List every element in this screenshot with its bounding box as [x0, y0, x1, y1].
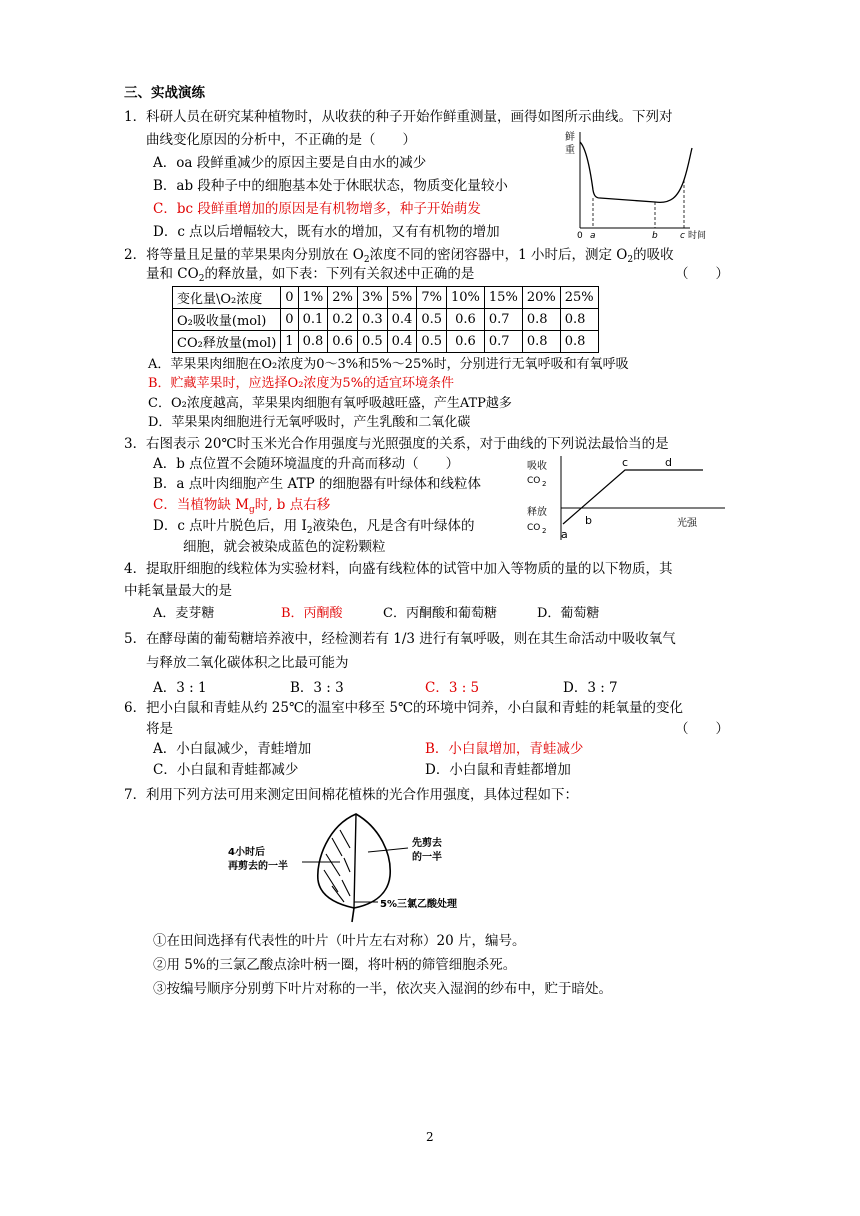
- q1-option-d: D．c 点以后增幅较大，既有水的增加，又有有机物的增加: [153, 224, 500, 240]
- table-cell: CO₂释放量(mol): [173, 331, 281, 353]
- table-cell: 0.8: [560, 309, 598, 331]
- q4-option-a: A．麦芽糖: [153, 606, 215, 621]
- q5-option-c: C．3 : 5: [425, 680, 480, 696]
- q2-stem-part1: 将等量且足量的苹果果肉分别放在 O: [146, 247, 364, 263]
- table-cell: 0.7: [484, 309, 522, 331]
- q5-number: 5．: [124, 631, 147, 647]
- q3-point-c: c: [622, 456, 629, 469]
- q3-stem: 右图表示 20℃时玉米光合作用强度与光照强度的关系，对于曲线的下列说法最恰当的是: [146, 436, 669, 452]
- table-cell: 3%: [357, 287, 387, 309]
- table-cell: 0.2: [328, 309, 358, 331]
- q3-option-d-line2: 细胞，就会被染成蓝色的淀粉颗粒: [183, 539, 386, 555]
- table-cell: 0.8: [522, 309, 560, 331]
- table-cell: 20%: [522, 287, 560, 309]
- table-cell: 变化量\O₂浓度: [173, 287, 281, 309]
- q6-option-b: B．小白鼠增加，青蛙减少: [425, 741, 584, 757]
- table-cell: 0.8: [298, 331, 328, 353]
- q3-option-c-part2: 时, b 点右移: [254, 497, 331, 513]
- sub-2: 2: [306, 526, 313, 536]
- q6-option-a: A．小白鼠减少，青蛙增加: [153, 741, 312, 757]
- table-cell: 0: [281, 309, 298, 331]
- fresh-weight-curve: [580, 142, 692, 202]
- q1-point-c: c: [680, 231, 685, 241]
- sub-2: 2: [363, 255, 370, 265]
- page-number: 2: [426, 1130, 434, 1144]
- q2-option-a: A．苹果果肉细胞在O₂浓度为0～3%和5%～25%时，分别进行无氧呼吸和有氧呼吸: [148, 357, 629, 372]
- table-row-header: [173, 287, 599, 309]
- q6-number: 6．: [124, 700, 147, 716]
- table-cell: 1%: [298, 287, 328, 309]
- q2-stem-part5: 的释放量，如下表：下列有关叙述中正确的是: [204, 266, 475, 282]
- table-cell: 0.7: [484, 331, 522, 353]
- q2-answer-paren: （ ）: [675, 266, 729, 282]
- q1-option-a: A．oa 段鲜重减少的原因主要是自由水的减少: [153, 155, 427, 171]
- table-cell: 0.5: [357, 331, 387, 353]
- q7-label-right-2: 的一半: [412, 852, 442, 863]
- q3-absorb-label: 吸收: [527, 461, 547, 472]
- q2-number: 2．: [124, 247, 147, 263]
- table-cell: 7%: [417, 287, 447, 309]
- q3-release-label: 释放: [527, 507, 547, 518]
- q2-stem-line2: [146, 265, 474, 283]
- q3-option-c-part1: C．当植物缺 M: [153, 497, 249, 513]
- q7-step-3: ③按编号顺序分别剪下叶片对称的一半，依次夹入湿润的纱布中，贮于暗处。: [153, 981, 612, 997]
- q3-point-d: d: [665, 456, 672, 469]
- q4-stem-line1: 提取肝细胞的线粒体为实验材料，向盛有线粒体的试管中加入等物质的量的以下物质，其: [146, 561, 673, 577]
- q1-number: 1．: [124, 109, 147, 125]
- q1-stem-line1: 科研人员在研究某种植物时，从收获的种子开始作鲜重测量，画得如图所示曲线。下列对: [146, 109, 673, 125]
- table-cell: 0.6: [328, 331, 358, 353]
- q2-stem-part4: 量和 CO: [146, 266, 199, 282]
- q2-option-d: D．苹果果肉细胞进行无氧呼吸时，产生乳酸和二氧化碳: [148, 415, 471, 430]
- q1-xlabel: 时间: [688, 231, 707, 241]
- q4-stem-line2: 中耗氧量最大的是: [124, 583, 232, 599]
- q2-option-c: C．O₂浓度越高，苹果果肉细胞有氧呼吸越旺盛，产生ATP越多: [148, 396, 512, 411]
- table-cell: 0: [281, 287, 298, 309]
- sub-g: g: [248, 505, 255, 515]
- table-cell: 0.1: [298, 309, 328, 331]
- q3-option-d: [153, 517, 475, 535]
- q3-point-a: a: [561, 528, 568, 541]
- table-cell: 0.4: [387, 309, 417, 331]
- q6-stem-line1: 把小白鼠和青蛙从约 25℃的温室中移至 5℃的环境中饲养，小白鼠和青蛙的耗氧量的变化: [146, 700, 684, 716]
- q1-fresh-weight-graph: [560, 128, 710, 240]
- q3-xlabel: 光强: [677, 518, 697, 529]
- table-cell: 0.6: [447, 309, 485, 331]
- sub-2: 2: [198, 274, 205, 284]
- q3-option-a: A．b 点位置不会随环境温度的升高而移动（ ）: [153, 456, 460, 472]
- sub-2: 2: [627, 255, 634, 265]
- q7-stem: 利用下列方法可用来测定田间棉花植株的光合作用强度，具体过程如下：: [146, 787, 578, 803]
- q7-number: 7．: [124, 787, 147, 803]
- q2-stem-part3: 的吸收: [633, 247, 674, 263]
- q2-data-table: [172, 286, 599, 353]
- q7-label-right-1: 先剪去: [412, 838, 442, 849]
- q6-option-d: D．小白鼠和青蛙都增加: [425, 762, 571, 778]
- table-row-o2-absorption: [173, 309, 599, 331]
- q3-co2-label: CO: [527, 476, 541, 486]
- sub-2: 2: [542, 527, 547, 535]
- q1-ylabel-2: 重: [565, 145, 575, 156]
- q4-option-b: B．丙酮酸: [281, 606, 343, 621]
- q6-stem-line2: 将是: [146, 721, 173, 737]
- q2-stem-line1: [146, 246, 674, 264]
- table-cell: 0.5: [417, 309, 447, 331]
- table-cell: 0.8: [522, 331, 560, 353]
- table-cell: 2%: [328, 287, 358, 309]
- q1-stem-line2: 曲线变化原因的分析中，不正确的是（ ）: [146, 132, 416, 148]
- q3-number: 3．: [124, 436, 147, 452]
- table-cell: 5%: [387, 287, 417, 309]
- q3-co2-label: CO: [527, 523, 541, 533]
- leaf-petiole: [352, 908, 354, 922]
- q6-option-c: C．小白鼠和青蛙都减少: [153, 762, 299, 778]
- q1-point-b: b: [652, 231, 658, 241]
- q4-option-c: C．丙酮酸和葡萄糖: [383, 606, 497, 621]
- sub-2: 2: [542, 480, 547, 488]
- q3-point-b: b: [585, 514, 592, 527]
- q4-option-d: D．葡萄糖: [537, 606, 600, 621]
- q1-option-c: C．bc 段鲜重增加的原因是有机物增多，种子开始萌发: [153, 201, 481, 217]
- photosynthesis-curve: [563, 470, 703, 524]
- q1-option-b: B．ab 段种子中的细胞基本处于休眠状态，物质变化量较小: [153, 178, 508, 194]
- table-cell: 25%: [560, 287, 598, 309]
- q7-step-1: ①在田间选择有代表性的叶片（叶片左右对称）20 片，编号。: [153, 933, 526, 949]
- q3-option-d-part2: 液染色，凡是含有叶绿体的: [312, 518, 475, 534]
- section-title: 三、实战演练: [124, 85, 205, 101]
- q1-ylabel-1: 鲜: [565, 132, 575, 143]
- table-cell: 0.6: [447, 331, 485, 353]
- table-cell: 0.4: [387, 331, 417, 353]
- q7-step-2: ②用 5%的三氯乙酸点涂叶柄一圈，将叶柄的筛管细胞杀死。: [153, 957, 517, 973]
- q7-leaf-figure: [228, 810, 488, 920]
- q4-number: 4．: [124, 561, 147, 577]
- q2-stem-part2: 浓度不同的密闭容器中，1 小时后，测定 O: [369, 247, 628, 263]
- q5-option-b: B．3 : 3: [290, 680, 344, 696]
- q6-answer-paren: （ ）: [675, 721, 729, 737]
- q3-option-b: B．a 点叶肉细胞产生 ATP 的细胞器有叶绿体和线粒体: [153, 476, 481, 492]
- q5-stem-line1: 在酵母菌的葡萄糖培养液中，经检测若有 1/3 进行有氧呼吸，则在其生命活动中吸收氧气: [146, 631, 676, 647]
- q2-option-b: B．贮藏苹果时，应选择O₂浓度为5%的适宜环境条件: [148, 376, 455, 391]
- table-row-co2-release: [173, 331, 599, 353]
- table-cell: 0.8: [560, 331, 598, 353]
- table-cell: 1: [281, 331, 298, 353]
- q3-light-graph: [525, 452, 745, 542]
- table-cell: 0.3: [357, 309, 387, 331]
- table-cell: 10%: [447, 287, 485, 309]
- q7-label-left-2: 再剪去的一半: [228, 861, 288, 872]
- q5-option-d: D．3 : 7: [563, 680, 618, 696]
- q5-option-a: A．3 : 1: [153, 680, 207, 696]
- table-cell: O₂吸收量(mol): [173, 309, 281, 331]
- q3-option-d-part1: D．c 点叶片脱色后，用 I: [153, 518, 307, 534]
- table-cell: 15%: [484, 287, 522, 309]
- q1-point-a: a: [590, 231, 596, 241]
- q7-label-left-1: 4小时后: [228, 847, 265, 858]
- table-cell: 0.5: [417, 331, 447, 353]
- q5-stem-line2: 与释放二氧化碳体积之比最可能为: [146, 655, 349, 671]
- q3-option-c: [153, 496, 330, 514]
- q1-origin-label: 0: [577, 231, 583, 241]
- q7-label-bottom: 5%三氯乙酸处理: [380, 899, 457, 910]
